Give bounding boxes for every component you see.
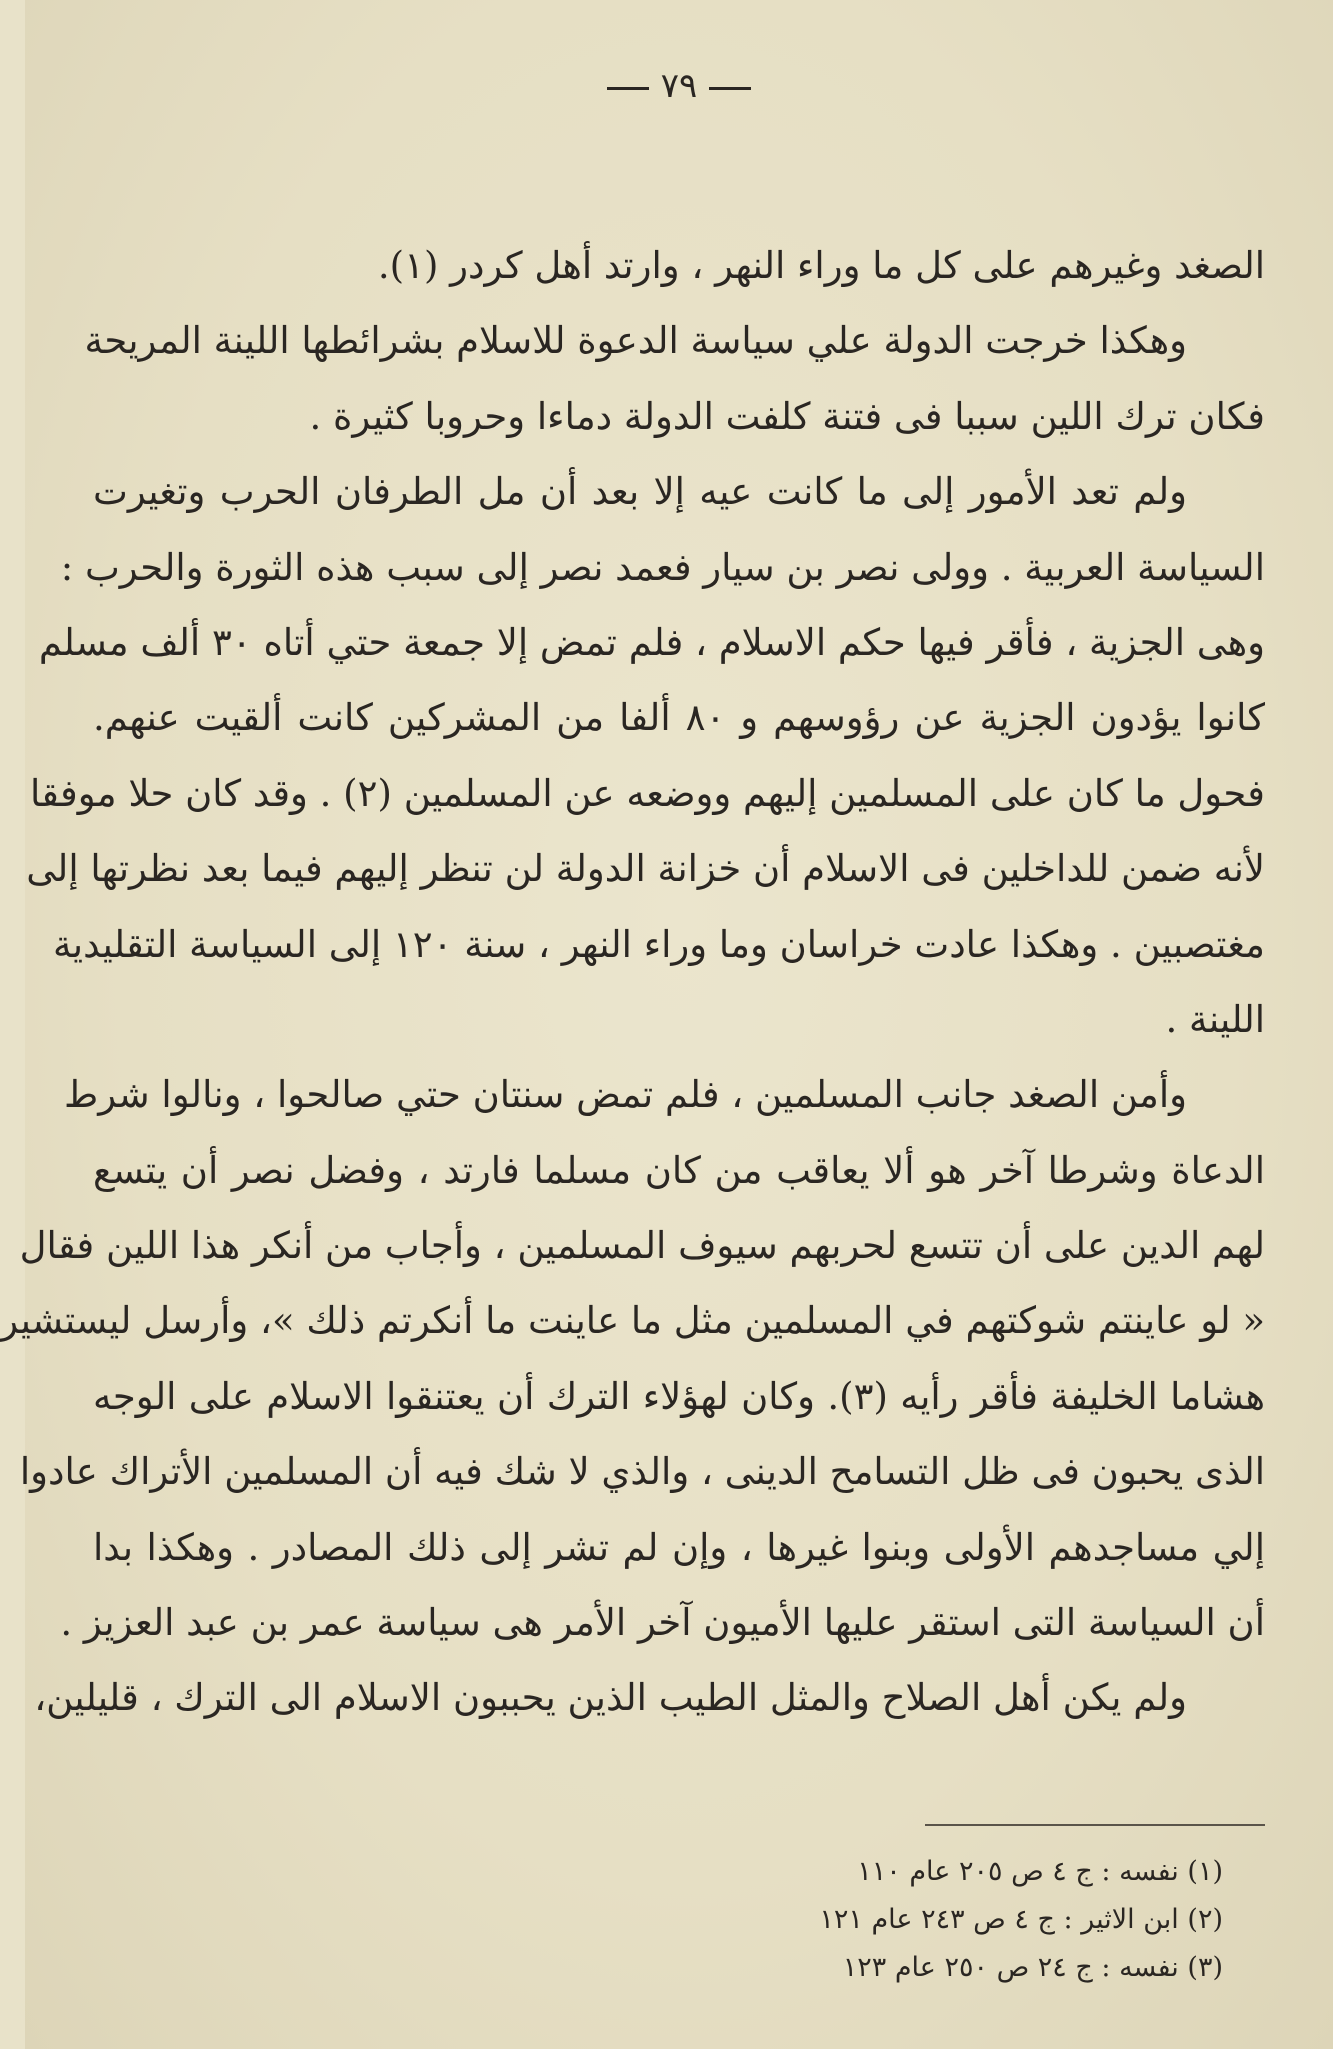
- text-line: « لو عاينتم شوكتهم في المسلمين مثل ما عاينت ما أنكرتم ذلك »، وأرسل ليستشير: [0, 1299, 1265, 1343]
- text-line: اللينة .: [1165, 997, 1265, 1041]
- text-line: وأمن الصغد جانب المسلمين ، فلم تمض سنتان حتي صالحوا ، ونالوا شرط: [64, 1073, 1187, 1117]
- text-line: الدعاة وشرطا آخر هو ألا يعاقب من كان مسلما فارتد ، وفضل نصر أن يتسع: [93, 1148, 1265, 1192]
- text-line: السياسة العربية . وولى نصر بن سيار فعمد نصر إلى سبب هذه الثورة والحرب :: [60, 545, 1265, 589]
- text-line: ولم تعد الأمور إلى ما كانت عيه إلا بعد أن مل الطرفان الحرب وتغيرت: [93, 470, 1187, 514]
- text-line: فحول ما كان على المسلمين إليهم ووضعه عن المسلمين (٢) . وقد كان حلا موفقا: [30, 771, 1265, 815]
- text-line: ولم يكن أهل الصلاح والمثل الطيب الذين يحببون الاسلام الى الترك ، قليلين،: [34, 1676, 1187, 1720]
- page-number-dash-left: [607, 87, 649, 90]
- text-line: لهم الدين على أن تتسع لحربهم سيوف المسلمين ، وأجاب من أنكر هذا اللين فقال: [19, 1224, 1265, 1268]
- text-line: فكان ترك اللين سببا فى فتنة كلفت الدولة دماءا وحروبا كثيرة .: [309, 394, 1265, 438]
- page-number-dash-right: [709, 87, 751, 90]
- page-number: [25, 66, 1333, 106]
- text-line: الذى يحبون فى ظل التسامح الدينى ، والذي لا شك فيه أن المسلمين الأتراك عادوا: [19, 1450, 1265, 1494]
- text-line: أن السياسة التى استقر عليها الأميون آخر الأمر هى سياسة عمر بن عبد العزيز .: [60, 1601, 1265, 1645]
- text-line: وهى الجزية ، فأقر فيها حكم الاسلام ، فلم تمض إلا جمعة حتي أتاه ٣٠ ألف مسلم: [38, 620, 1265, 664]
- text-line: الصغد وغيرهم على كل ما وراء النهر ، وارتد أهل كردر (١).: [377, 244, 1265, 287]
- footnote-2: (٢) ابن الاثير : ج ٤ ص ٢٤٣ عام ١٢١: [819, 1904, 1223, 1935]
- text-line: إلي مساجدهم الأولى وبنوا غيرها ، وإن لم تشر إلى ذلك المصادر . وهكذا بدا: [93, 1525, 1265, 1569]
- footnote-3: (٣) نفسه : ج ٢٤ ص ٢٥٠ عام ١٢٣: [842, 1952, 1223, 1983]
- body-text: [0, 228, 1265, 1736]
- text-line: وهكذا خرجت الدولة علي سياسة الدعوة للاسلام بشرائطها اللينة المريحة: [84, 319, 1187, 363]
- text-line: كانوا يؤدون الجزية عن رؤوسهم و ٨٠ ألفا من المشركين كانت ألقيت عنهم.: [93, 696, 1265, 740]
- text-line: لأنه ضمن للداخلين فى الاسلام أن خزانة الدولة لن تنظر إليهم فيما بعد نظرتها إلى: [26, 847, 1265, 891]
- page-number-text: ٧٩: [660, 66, 698, 106]
- footnote-separator: [925, 1824, 1265, 1826]
- footnotes: [323, 1848, 1223, 1992]
- footnote-1: (١) نفسه : ج ٤ ص ٢٠٥ عام ١١٠: [857, 1856, 1223, 1887]
- text-line: مغتصبين . وهكذا عادت خراسان وما وراء النهر ، سنة ١٢٠ إلى السياسة التقليدية: [52, 922, 1265, 966]
- text-line: هشاما الخليفة فأقر رأيه (٣). وكان لهؤلاء الترك أن يعتنقوا الاسلام على الوجه: [93, 1374, 1265, 1418]
